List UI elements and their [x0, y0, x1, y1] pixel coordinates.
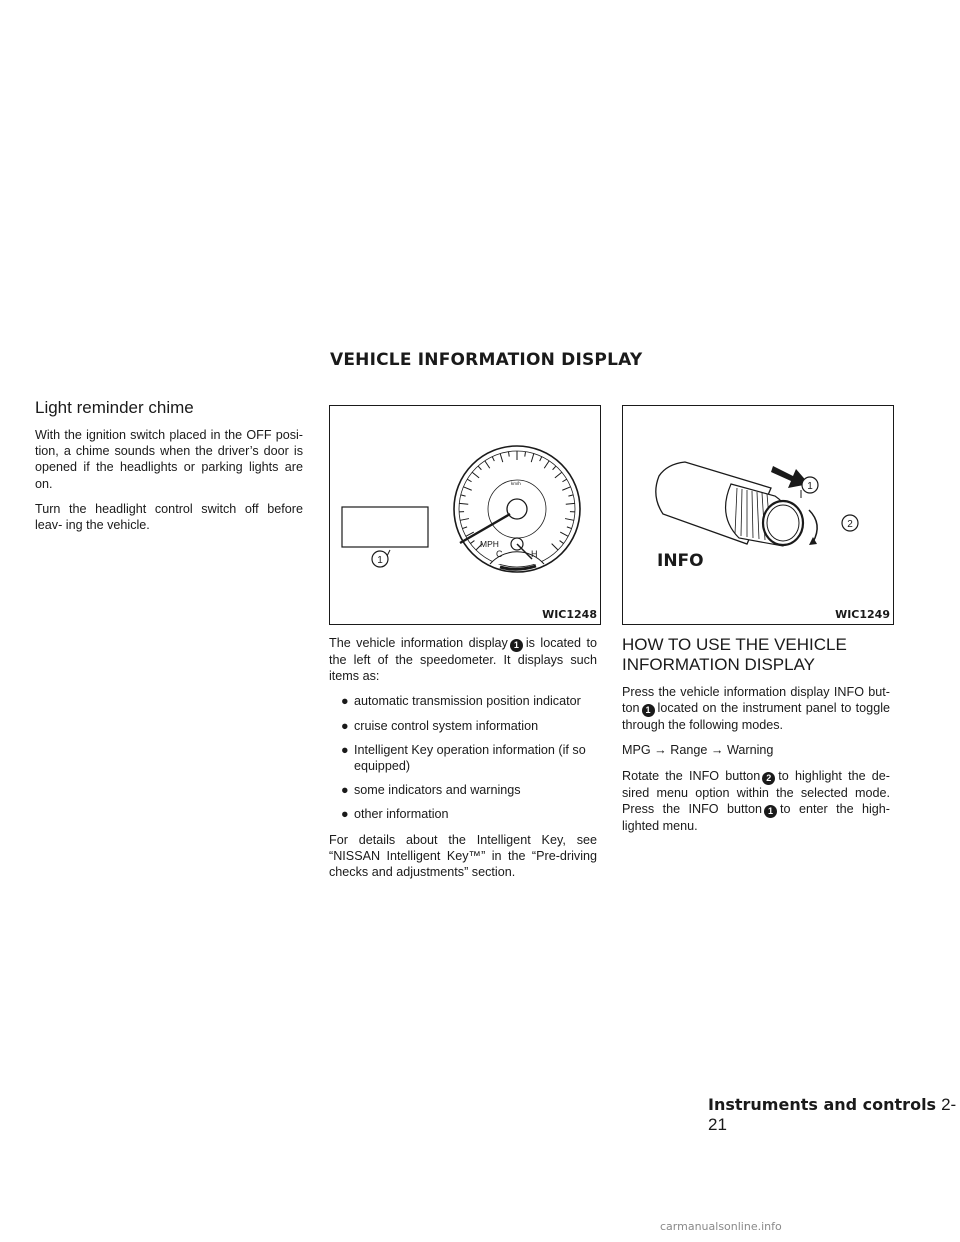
- vid-intro-text-a: The vehicle information display: [329, 636, 508, 650]
- list-item-text: Intelligent Key operation information (if so equipped): [354, 742, 586, 774]
- list-item: [329, 718, 597, 734]
- page-number: 2-21: [708, 1095, 957, 1134]
- intelligent-key-reference: For details about the Intelligent Key, see “NISSAN Intelligent Key™” in the “Pre-driving checks and adjustments” section.: [329, 832, 597, 880]
- mph-label: MPH: [480, 539, 499, 549]
- list-item: [329, 806, 597, 822]
- info-rotate-text-a: Rotate the INFO button: [622, 768, 761, 783]
- info-button-illustration: [623, 406, 893, 624]
- temp-gauge-band: [500, 566, 536, 569]
- gauge-tick: [560, 541, 564, 544]
- callout-ref-1: 1: [642, 704, 655, 717]
- gauge-tick: [567, 527, 572, 529]
- callout-ref-1: 1: [510, 639, 523, 652]
- info-press-paragraph: [622, 684, 890, 733]
- list-item-text: cruise control system information: [354, 718, 539, 733]
- gauge-tick: [540, 457, 542, 462]
- info-rotate-text-c: to enter the high- lighted menu.: [622, 801, 891, 833]
- list-item-text: some indicators and warnings: [354, 783, 521, 798]
- gauge-tick: [460, 519, 469, 521]
- bullet-icon: ●: [341, 694, 349, 709]
- gauge-tick: [508, 452, 509, 457]
- gauge-tick: [566, 503, 575, 504]
- section-title: VEHICLE INFORMATION DISPLAY: [330, 350, 643, 370]
- info-display-rectangle: [342, 507, 428, 547]
- left-paragraph-2: Turn the headlight control switch off before leav- ing the vehicle.: [35, 501, 303, 533]
- left-column: [35, 398, 303, 542]
- speedometer-illustration: [330, 406, 600, 624]
- gauge-tick: [500, 453, 503, 462]
- list-item: [329, 693, 597, 709]
- gauge-tick: [531, 453, 534, 462]
- info-rotate-text-b: to highlight the de- sired menu option within the selected mode. Press the INFO button: [622, 768, 890, 816]
- bullet-icon: ●: [341, 742, 349, 757]
- bullet-icon: ●: [341, 718, 349, 733]
- gauge-tick: [568, 495, 573, 496]
- kmh-label: km/h: [511, 481, 521, 486]
- gauge-tick: [562, 479, 566, 482]
- watermark: carmanualsonline.info: [660, 1220, 782, 1233]
- figure-code: WIC1249: [835, 607, 890, 621]
- left-paragraph-1: With the ignition switch placed in the OFF posi- tion, a chime sounds when the driver’s door is opened if the headlights or parking lights are on.: [35, 428, 303, 491]
- temp-hot-label: H: [531, 549, 538, 559]
- gauge-tick: [560, 532, 568, 536]
- gauge-tick: [492, 457, 494, 462]
- list-item: [329, 782, 597, 798]
- vid-intro-text-b: is located to the left of the speedometer. It displays such items as:: [329, 636, 597, 684]
- page-footer: [708, 1095, 960, 1135]
- info-press-text-b: located on the instrument panel to toggle through the following modes.: [622, 701, 890, 733]
- right-column: [622, 405, 890, 843]
- callout-1-number: 1: [377, 555, 383, 566]
- temp-cold-label: C: [496, 549, 503, 559]
- list-item-text: other information: [354, 807, 449, 822]
- bullet-icon: ●: [341, 783, 349, 798]
- display-items-list: [329, 693, 597, 822]
- gauge-tick: [472, 472, 479, 478]
- info-label: INFO: [657, 551, 704, 571]
- gauge-tick: [553, 466, 556, 470]
- bullet-icon: ●: [341, 807, 349, 822]
- callout-ref-1: 1: [764, 805, 777, 818]
- gauge-tick: [463, 487, 471, 490]
- info-rotate-paragraph: [622, 768, 890, 834]
- speedometer-figure: [329, 405, 601, 625]
- vid-intro: [329, 635, 597, 684]
- how-to-use-heading: HOW TO USE THE VEHICLE INFORMATION DISPLAY: [622, 635, 847, 674]
- info-button-face: [763, 501, 803, 545]
- callout-1-number: 1: [807, 481, 813, 492]
- gauge-tick: [555, 472, 562, 478]
- callout-2-number: 2: [847, 519, 853, 530]
- gauge-tick: [485, 461, 490, 468]
- gauge-tick: [565, 519, 574, 521]
- footer-section-name: Instruments and controls: [708, 1095, 937, 1114]
- modes-line: MPG → Range → Warning: [622, 743, 774, 758]
- info-press-text-a: Press the vehicle information display INFO but- ton: [622, 685, 890, 716]
- list-item: [329, 742, 597, 774]
- gauge-tick: [461, 495, 466, 496]
- figure-code: WIC1248: [542, 607, 597, 621]
- gauge-tick: [478, 466, 481, 470]
- gauge-tick: [562, 487, 570, 490]
- gauge-tick: [470, 541, 474, 544]
- rotate-arrowhead-icon: [809, 537, 817, 545]
- light-reminder-heading: Light reminder chime: [35, 398, 194, 417]
- gauge-tick: [544, 461, 549, 468]
- gauge-tick: [467, 479, 471, 482]
- gauge-tick: [459, 503, 468, 504]
- gauge-tick: [525, 452, 526, 457]
- gauge-tick: [462, 527, 467, 529]
- info-button-figure: [622, 405, 894, 625]
- gauge-tick: [552, 544, 558, 550]
- callout-ref-2: 2: [762, 772, 775, 785]
- list-item-text: automatic transmission position indicator: [354, 694, 581, 709]
- gauge-hub: [507, 499, 527, 519]
- middle-column: [329, 405, 597, 889]
